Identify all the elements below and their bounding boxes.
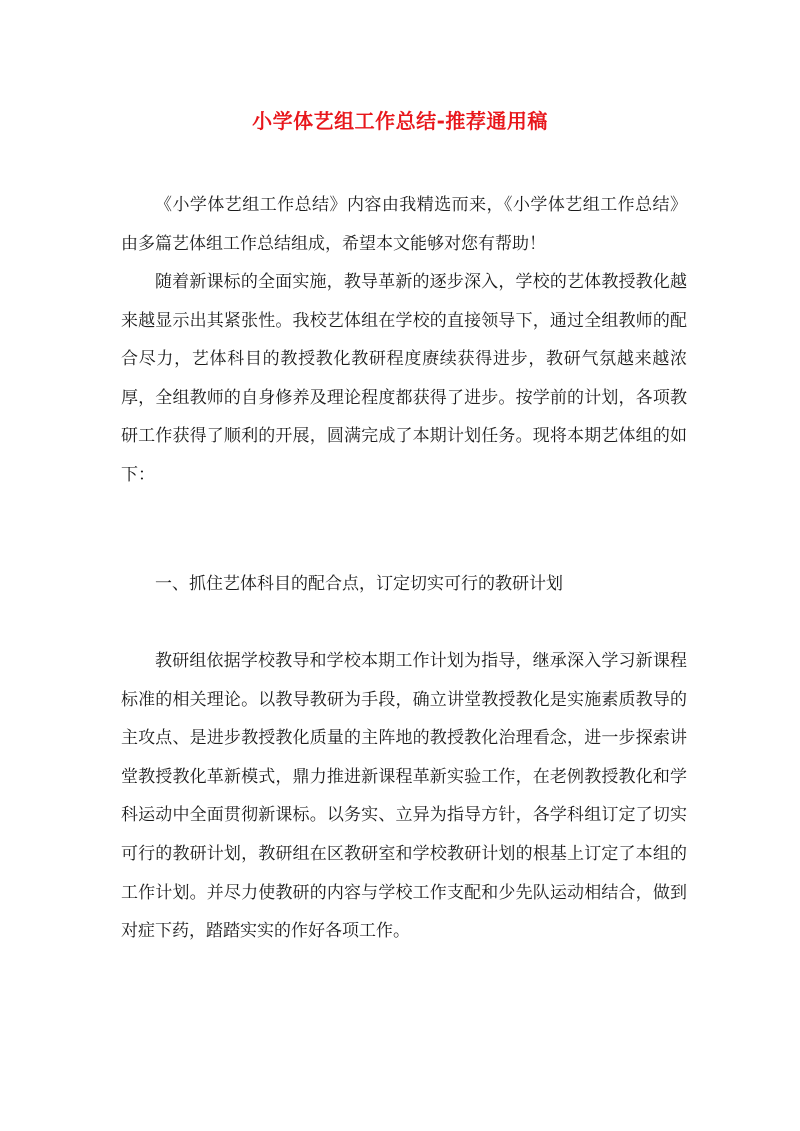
document-title: 小学体艺组工作总结-推荐通用稿 bbox=[252, 109, 548, 133]
intro-paragraph: 《小学体艺组工作总结》内容由我精选而来，《小学体艺组工作总结》由多篇艺体组工作总结组成，希望本文能够对您有帮助！ bbox=[121, 195, 687, 254]
section-body-paragraph: 教研组依据学校教导和学校本期工作计划为指导，继承深入学习新课程标准的相关理论。以教导教研为手段，确立讲堂教授教化是实施素质教导的主攻点、是进步教授教化质量的主阵地的教授教化治理看念，进一步探索讲堂教授教化革新模式，鼎力推进新课程革新实验工作，在老例教授教化和学科运动中全面贯彻新课标。以务实、立异为指导方针，各学科组订定了切实可行的教研计划，教研组在区教研室和学校教研计划的根基上订定了本组的工作计划。并尽力使教研的内容与学校工作支配和少先队运动相结合，做到对症下药，踏踏实实的作好各项工作。 bbox=[121, 651, 687, 942]
overview-paragraph: 随着新课标的全面实施，教导革新的逐步深入，学校的艺体教授教化越来越显示出其紧张性。我校艺体组在学校的直接领导下，通过全组教师的配合尽力，艺体科目的教授教化教研程度赓续获得进步，教研气氛越来越浓厚，全组教师的自身修养及理论程度都获得了进步。按学前的计划，各项教研工作获得了顺利的开展，圆满完成了本期计划任务。现将本期艺体组的如下： bbox=[121, 272, 687, 485]
section-heading: 一、抓住艺体科目的配合点，订定切实可行的教研计划 bbox=[155, 574, 563, 594]
